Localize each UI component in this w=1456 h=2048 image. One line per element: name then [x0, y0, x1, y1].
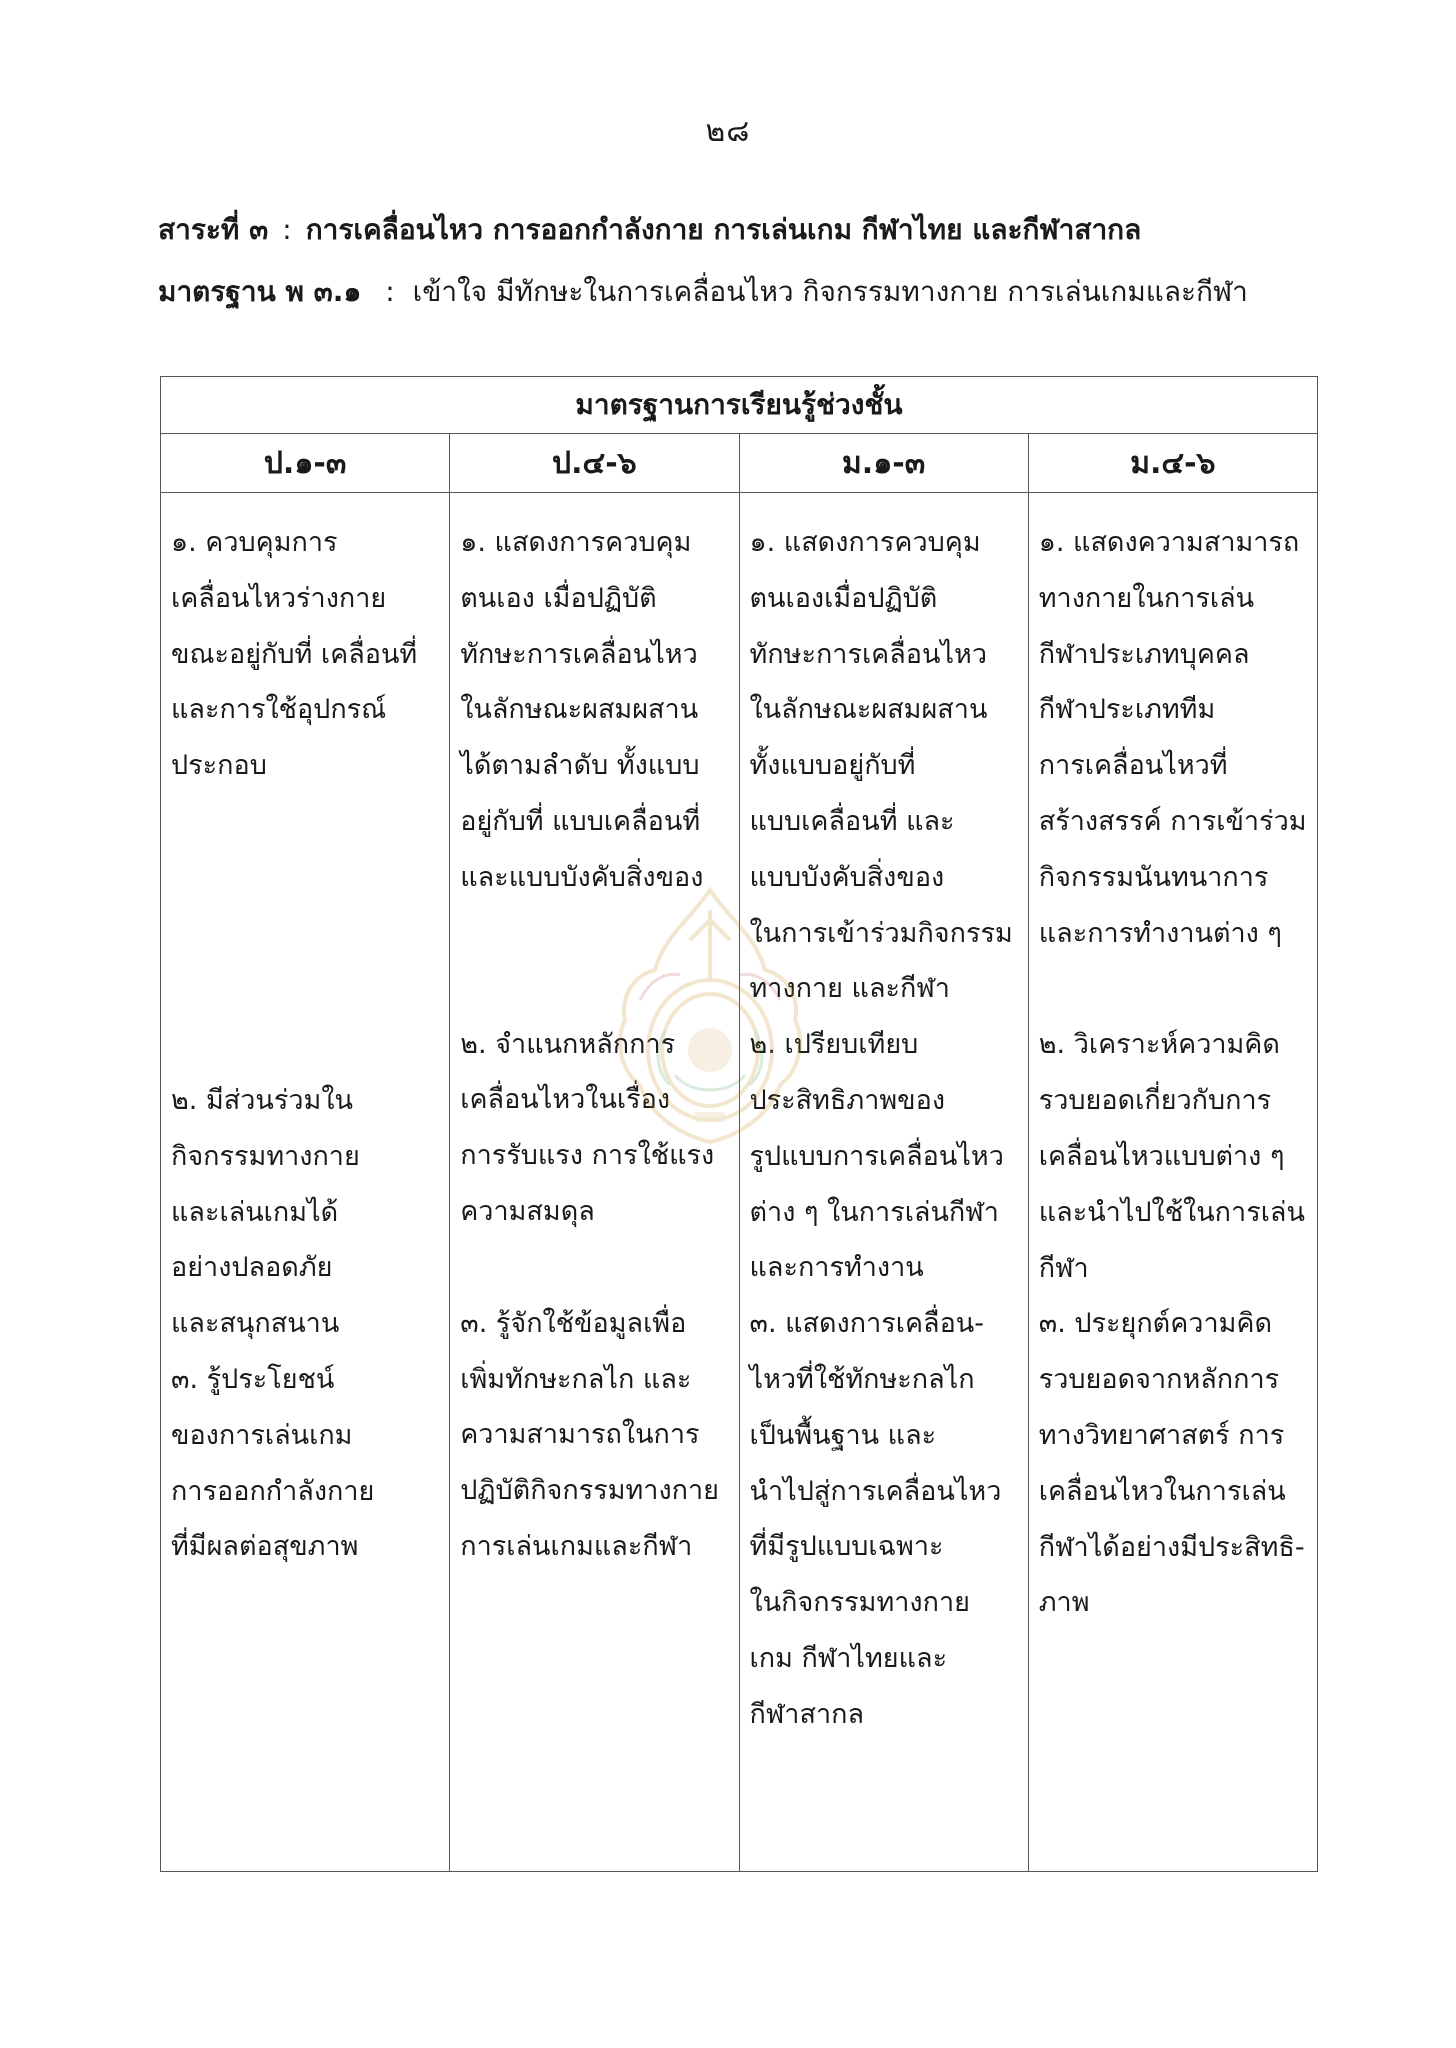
page-number: ๒๘ — [705, 114, 751, 149]
standard-item: ๑. แสดงการควบคุม ตนเองเมื่อปฏิบัติ ทักษะการเคลื่อนไหว ในลักษณะผสมผสาน ทั้งแบบอยู่กับที่ แบบเคลื่อนที่ และ แบบบังคับสิ่งของ ในการเข้าร่วมกิจกรรม ทางกาย และกีฬา — [749, 527, 1013, 1005]
standard-item: ๒. เปรียบเทียบ ประสิทธิภาพของ รูปแบบการเคลื่อนไหว ต่าง ๆ ในการเล่นกีฬา และการทำงาน — [749, 1029, 1004, 1284]
column-p1-3 — [161, 493, 450, 1872]
grade-header-m1-3: ม.๑-๓ — [739, 434, 1028, 493]
standard-item: ๑. ควบคุมการ เคลื่อนไหวร่างกาย ขณะอยู่กับที่ เคลื่อนที่ และการใช้อุปกรณ์ ประกอบ — [171, 527, 418, 782]
grade-header-m4-6: ม.๔-๖ — [1028, 434, 1317, 493]
column-p4-6 — [450, 493, 739, 1872]
standard-item: ๓. ประยุกต์ความคิด รวบยอดจากหลักการ ทางวิทยาศาสตร์ การ เคลื่อนไหวในการเล่น กีฬาได้อย่างมีประสิทธิ- ภาพ — [1038, 1308, 1305, 1619]
standard-description: เข้าใจ มีทักษะในการเคลื่อนไหว กิจกรรมทางกาย การเล่นเกมและกีฬา — [412, 275, 1248, 308]
grade-header-p1-3: ป.๑-๓ — [161, 434, 450, 493]
grade-header-p4-6: ป.๔-๖ — [450, 434, 739, 493]
column-m1-3 — [739, 493, 1028, 1872]
standard-item: ๒. วิเคราะห์ความคิด รวบยอดเกี่ยวกับการ เคลื่อนไหวแบบต่าง ๆ และนำไปใช้ในการเล่น กีฬา — [1038, 1029, 1305, 1284]
standard-item: ๒. มีส่วนร่วมใน กิจกรรมทางกาย และเล่นเกมได้ อย่างปลอดภัย และสนุกสนาน — [171, 1084, 360, 1340]
standard-item: ๑. แสดงความสามารถ ทางกายในการเล่น กีฬาประเภทบุคคล กีฬาประเภททีม การเคลื่อนไหวที่ สร้างสรรค์ การเข้าร่วม กิจกรรมนันทนาการ และการทำงานต่าง ๆ — [1038, 527, 1307, 949]
standard-item: ๓. แสดงการเคลื่อน- ไหวที่ใช้ทักษะกลไก เป็นพื้นฐาน และ นำไปสู่การเคลื่อนไหว ที่มีรูปแบบเฉพาะ ในกิจกรรมทางกาย เกม กีฬาไทยและ กีฬาสากล — [749, 1308, 1002, 1730]
table-title: มาตรฐานการเรียนรู้ช่วงชั้น — [161, 377, 1318, 434]
strand-heading — [158, 208, 1141, 252]
standard-item: ๓. รู้ประโยชน์ ของการเล่นเกม การออกกำลังกาย ที่มีผลต่อสุขภาพ — [171, 1363, 375, 1563]
standards-body-row — [161, 493, 1318, 1872]
standard-separator: : — [385, 275, 395, 308]
strand-label: สาระที่ ๓ — [158, 213, 269, 246]
grade-header-row — [161, 434, 1318, 493]
standard-heading — [158, 270, 1248, 314]
standard-item: ๓. รู้จักใช้ข้อมูลเพื่อ เพิ่มทักษะกลไก และ ความสามารถในการ ปฏิบัติกิจกรรมทางกาย การเล่นเกมและกีฬา — [460, 1307, 719, 1562]
table-title-row — [161, 377, 1318, 434]
standard-item: ๒. จำแนกหลักการ เคลื่อนไหวในเรื่อง การรับแรง การใช้แรง ความสมดุล — [460, 1028, 715, 1227]
standard-label: มาตรฐาน พ ๓.๑ — [158, 275, 362, 308]
standard-item: ๑. แสดงการควบคุม ตนเอง เมื่อปฏิบัติ ทักษะการเคลื่อนไหว ในลักษณะผสมผสาน ได้ตามลำดับ ทั้งแบบ อยู่กับที่ แบบเคลื่อนที่ และแบบบังคับสิ่งของ — [460, 527, 704, 893]
strand-title: การเคลื่อนไหว การออกกำลังกาย การเล่นเกม กีฬาไทย และกีฬาสากล — [305, 213, 1142, 246]
strand-separator: : — [282, 213, 292, 246]
learning-standards-table — [160, 376, 1318, 1872]
column-m4-6 — [1028, 493, 1317, 1872]
